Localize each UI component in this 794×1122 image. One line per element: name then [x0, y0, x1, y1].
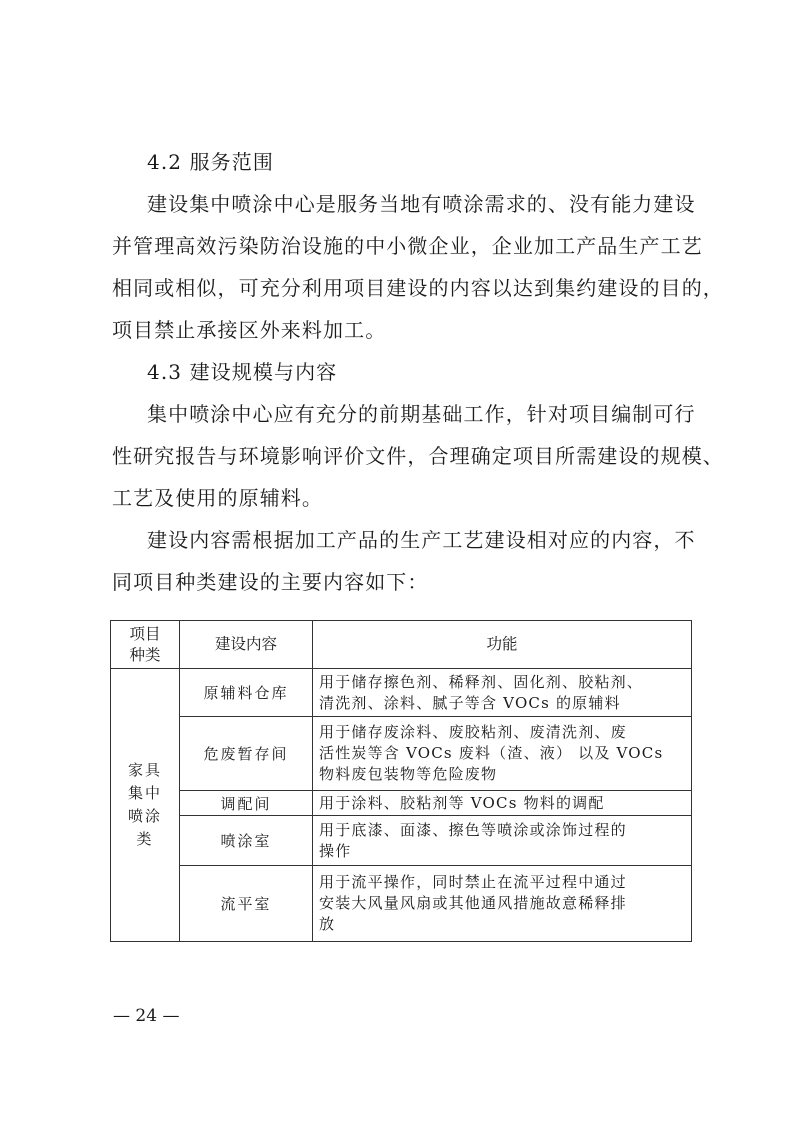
paragraph-line: 建设内容需根据加工产品的生产工艺建设相对应的内容，不 [147, 528, 696, 552]
function-cell [313, 717, 692, 791]
category-line: 类 [136, 830, 154, 848]
table-row [111, 669, 692, 717]
function-line: 用于涂料、胶粘剂等 VOCs 物料的调配 [319, 793, 605, 812]
function-cell [313, 669, 692, 717]
category-line: 家具 [127, 761, 162, 779]
table-header-row [111, 621, 692, 669]
paragraph-line: 同项目种类建设的主要内容如下： [112, 570, 429, 594]
function-line: 放 [319, 915, 336, 933]
construction-content-table [110, 620, 692, 942]
header-function: 功能 [313, 621, 692, 669]
function-cell [313, 791, 692, 816]
content-name: 喷涂室 [180, 816, 313, 866]
paragraph-line: 性研究报告与环境影响评价文件，合理确定项目所需建设的规模、 [112, 444, 724, 468]
table-row [111, 816, 692, 866]
function-line: 用于流平操作，同时禁止在流平过程中通过 [319, 873, 627, 891]
paragraph-line: 集中喷涂中心应有充分的前期基础工作，针对项目编制可行 [147, 402, 696, 426]
table-row [111, 791, 692, 816]
function-line: 用于储存废涂料、废胶粘剂、废清洗剂、废 [319, 723, 627, 741]
function-cell [313, 866, 692, 942]
header-content: 建设内容 [180, 621, 313, 669]
category-line: 集中 [127, 784, 162, 802]
function-line: 安装大风量风扇或其他通风措施故意稀释排 [319, 894, 627, 912]
content-name: 危废暂存间 [180, 717, 313, 791]
header-category-line: 种类 [129, 645, 161, 664]
category-cell [111, 669, 180, 942]
function-line: 用于底漆、面漆、擦色等喷涂或涂饰过程的 [319, 820, 627, 839]
function-line: 物料废包装物等危险废物 [319, 765, 498, 783]
section-heading: 4.3 建设规模与内容 [147, 360, 338, 384]
content-name: 流平室 [180, 866, 313, 942]
function-line: 用于储存擦色剂、稀释剂、固化剂、胶粘剂、 [319, 672, 644, 691]
table-row [111, 717, 692, 791]
function-line: 操作 [319, 841, 352, 860]
paragraph-line: 建设集中喷涂中心是服务当地有喷涂需求的、没有能力建设 [147, 192, 696, 216]
paragraph-line: 工艺及使用的原辅料。 [112, 486, 323, 510]
function-cell [313, 816, 692, 866]
page-number: — 24 — [113, 1006, 180, 1026]
header-category [111, 621, 180, 669]
function-line: 活性炭等含 VOCs 废料（渣、液） 以及 VOCs [319, 744, 664, 762]
paragraph-line: 项目禁止承接区外来料加工。 [112, 318, 387, 342]
paragraph-line: 并管理高效污染防治设施的中小微企业，企业加工产品生产工艺 [112, 234, 703, 258]
category-line: 喷涂 [127, 807, 162, 825]
content-name: 调配间 [180, 791, 313, 816]
header-category-line: 项目 [129, 624, 161, 643]
paragraph-line: 相同或相似，可充分利用项目建设的内容以达到集约建设的目的， [112, 276, 724, 300]
content-name: 原辅料仓库 [180, 669, 313, 717]
section-heading: 4.2 服务范围 [147, 150, 274, 174]
function-line: 清洗剂、涂料、腻子等含 VOCs 的原辅料 [319, 693, 621, 712]
table-row [111, 866, 692, 942]
